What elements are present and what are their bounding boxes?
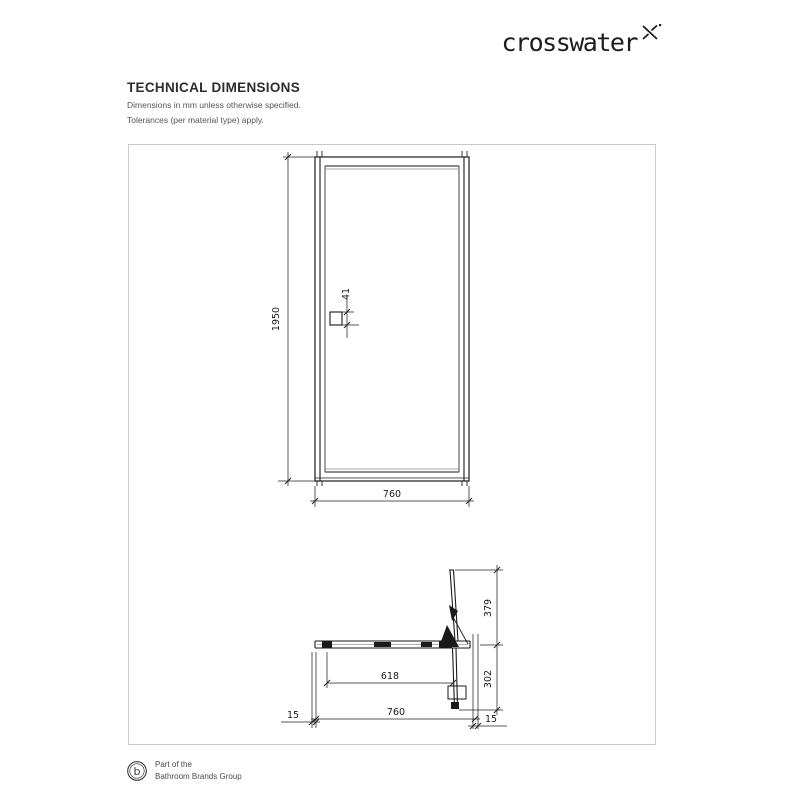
outward-projection-label: 379 xyxy=(483,598,494,618)
bathroom-brands-logo-letter: b xyxy=(133,764,141,778)
plan-width-label: 760 xyxy=(386,707,406,718)
note-tolerances: Tolerances (per material type) apply. xyxy=(127,115,264,125)
footer-line1: Part of the xyxy=(155,760,192,769)
note-units: Dimensions in mm unless otherwise specified. xyxy=(127,100,301,110)
front-handle xyxy=(330,312,342,325)
left-adjustment-label: 15 xyxy=(286,710,300,721)
crosswater-logo-text: crosswater xyxy=(501,28,637,57)
footer-text xyxy=(155,759,242,782)
front-view xyxy=(315,151,469,486)
footer-line2: Bathroom Brands Group xyxy=(155,771,242,781)
handle-size-label: 41 xyxy=(341,287,352,301)
right-adjustment-label: 15 xyxy=(484,714,498,725)
bathroom-brands-logo-icon xyxy=(126,760,148,782)
front-height-label: 1950 xyxy=(271,306,282,332)
glass-width-label: 618 xyxy=(380,671,400,682)
plan-view xyxy=(315,570,470,709)
footer xyxy=(126,759,242,782)
dimension-labels xyxy=(271,288,497,725)
front-view-dimensions xyxy=(278,152,474,507)
page-title: TECHNICAL DIMENSIONS xyxy=(127,80,301,95)
inward-projection-label: 302 xyxy=(483,669,494,689)
front-width-label: 760 xyxy=(382,489,402,500)
